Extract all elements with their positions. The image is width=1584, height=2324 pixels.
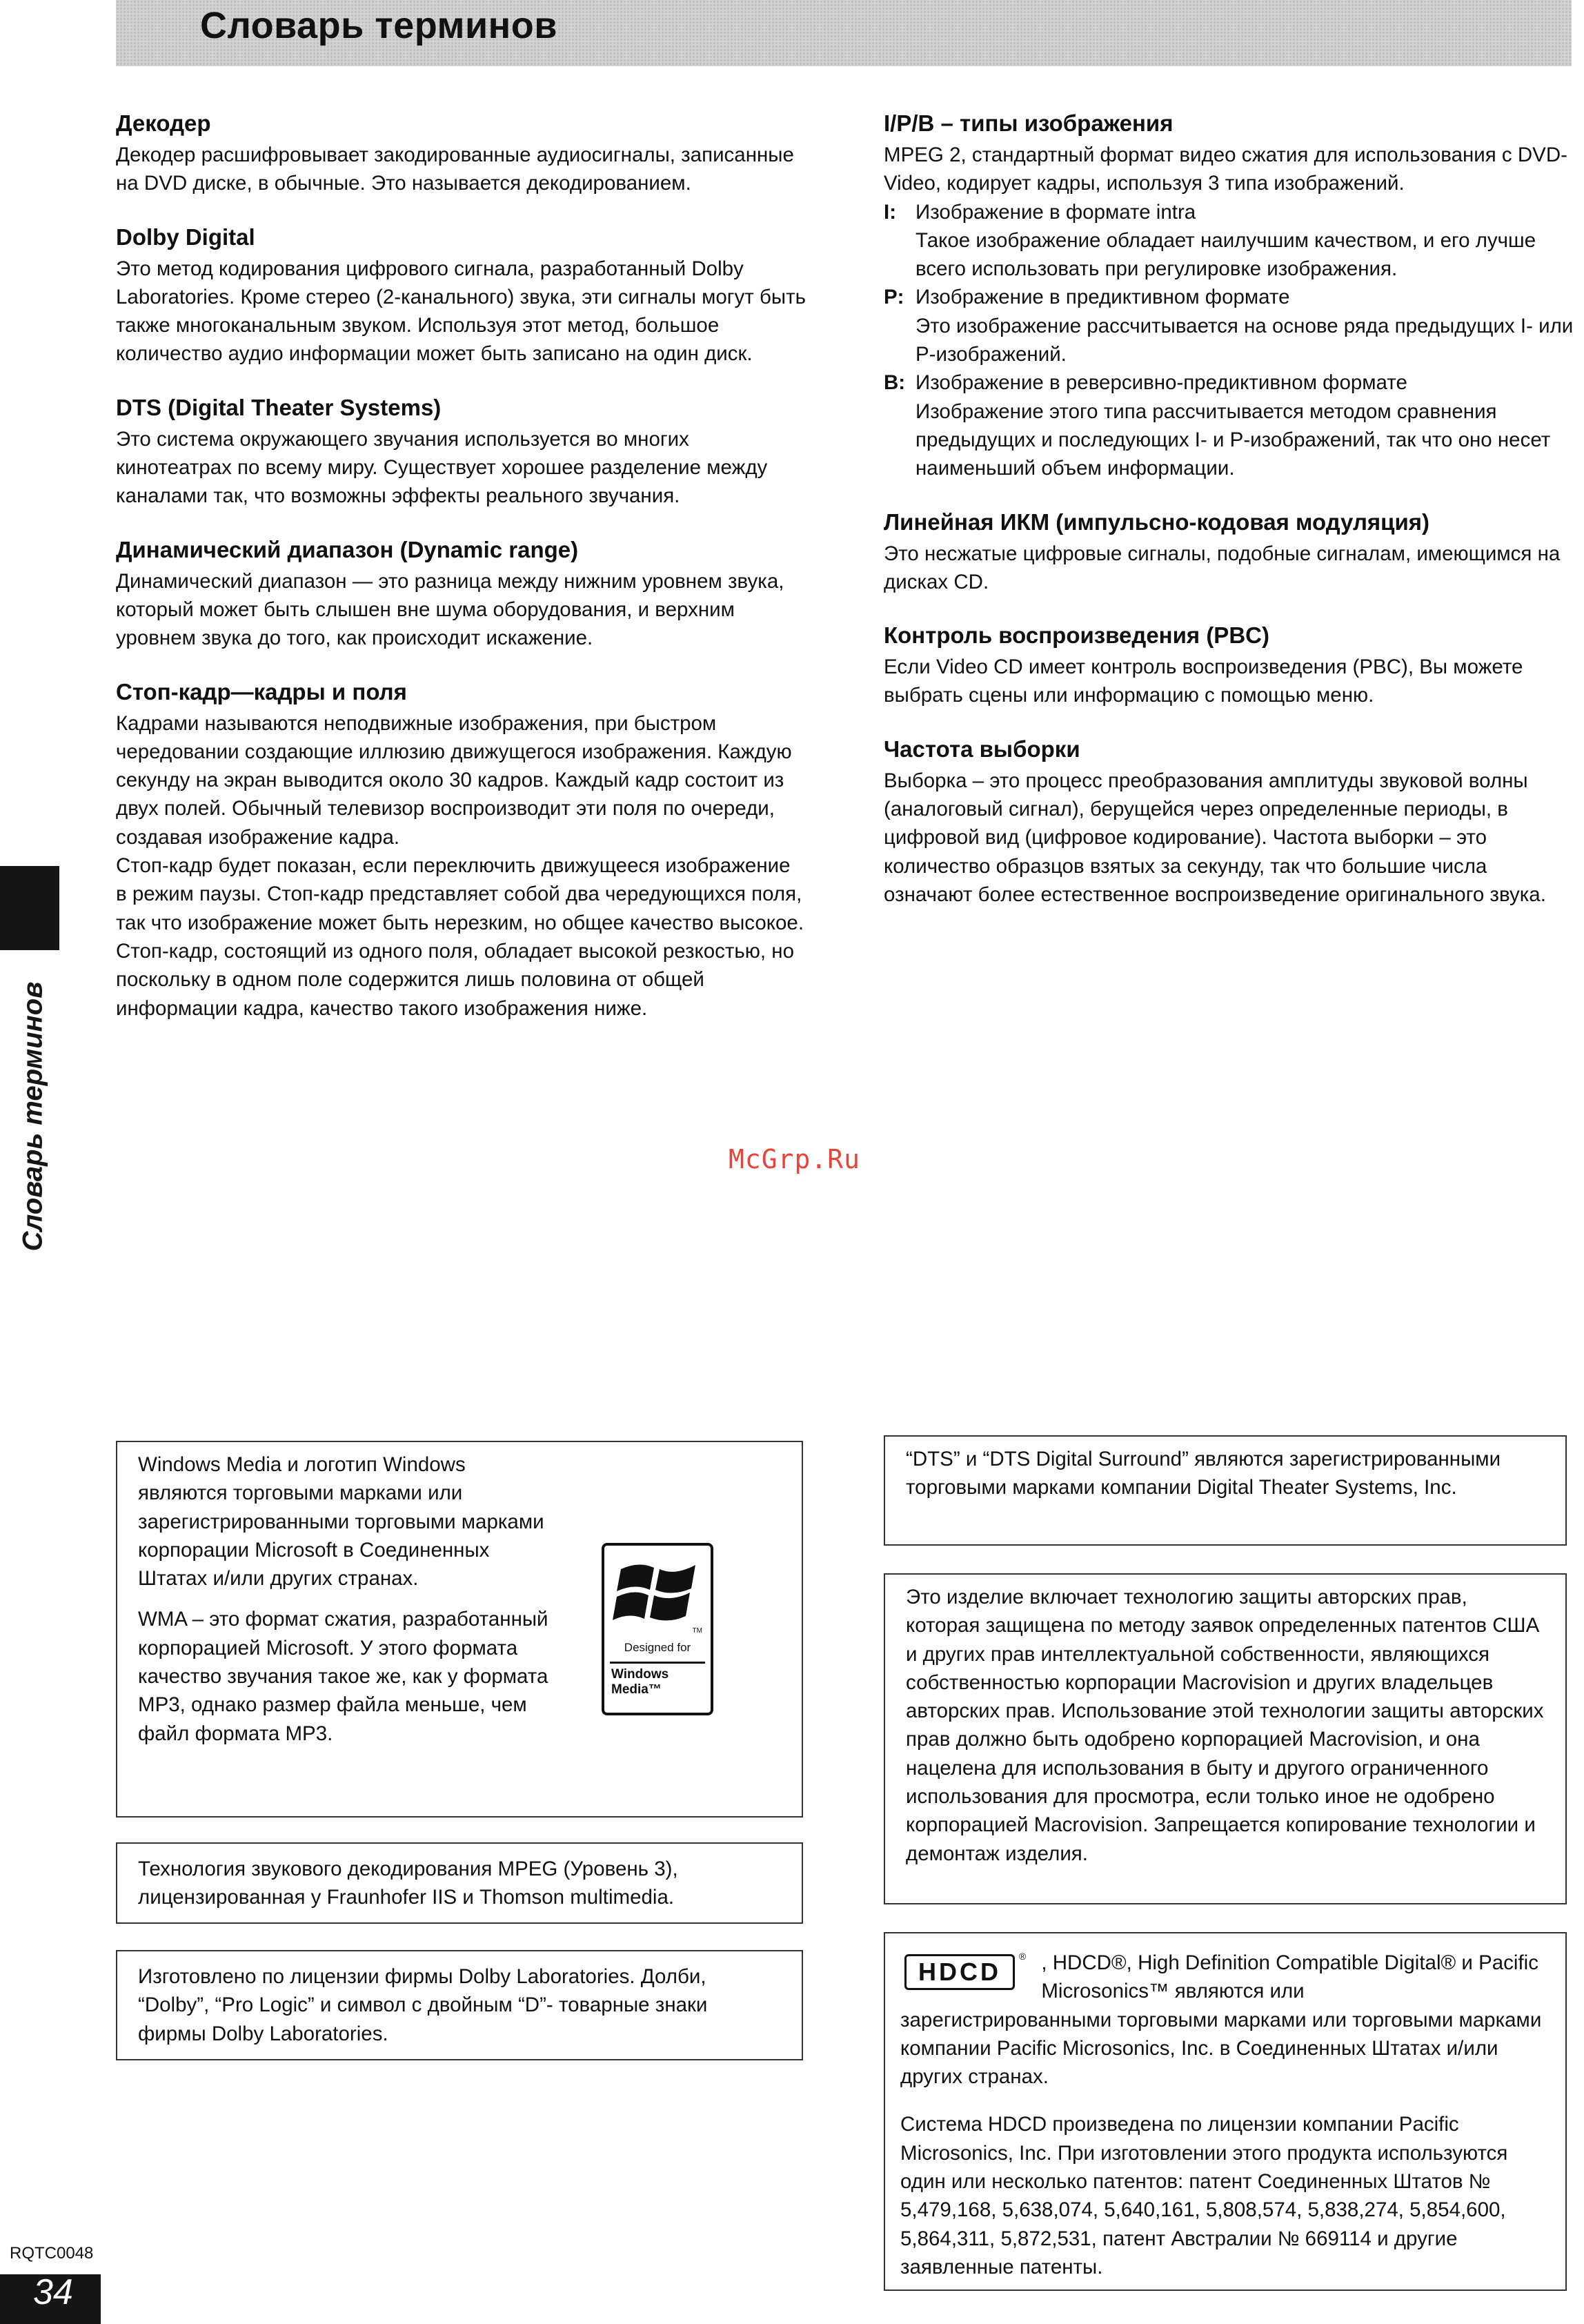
entry-title: Dolby Digital xyxy=(116,224,255,250)
entry-ipb xyxy=(884,109,1574,483)
left-column xyxy=(116,109,806,1047)
windows-media-logo xyxy=(602,1543,713,1715)
picture-type-list xyxy=(884,198,1574,483)
sidebar-section-label: Словарь терминов xyxy=(17,981,48,1252)
entry-text: Это система окружающего звучания используется во многих кинотеатрах по всему миру. Существует хорошее разделение между каналами так, что возможны эффекты реального звучания. xyxy=(116,427,768,508)
hdcd-notice xyxy=(884,1932,1567,2291)
logo-product-line: Windows xyxy=(611,1667,669,1682)
notice-text: WMA – это формат сжатия, разработанный корпорацией Microsoft. У этого формата качество звучания такое же, как у формата MP3, однако размер файла меньше, чем файл формата MP3. xyxy=(138,1608,548,1745)
entry-text: Стоп-кадр, состоящий из одного поля, обладает высокой резкостью, но поскольку в одном поле содержится лишь половина от общей информации кадра, качество такого изображения ниже. xyxy=(116,939,794,1020)
windows-flag-icon xyxy=(611,1555,704,1631)
entry-still-frame xyxy=(116,678,806,1023)
entry-dts xyxy=(116,393,806,511)
entry-text: MPEG 2, стандартный формат видео сжатия для использования с DVD-Video, кодирует кадры, используя 3 типа изображений. xyxy=(884,144,1567,195)
entry-title: I/P/B – типы изображения xyxy=(884,110,1174,136)
entry-lpcm xyxy=(884,508,1574,597)
item-letter: P: xyxy=(884,286,904,309)
dolby-license-notice xyxy=(116,1950,803,2060)
entry-text: Это несжатые цифровые сигналы, подобные сигналам, имеющимся на дисках CD. xyxy=(884,542,1561,593)
notice-text: Это изделие включает технологию защиты авторских прав, которая защищена по методу заявок определенных патентов США и других прав интеллектуальной собственности, являющихся собственностью корпорации Macrovision и других владельцев авторских прав. Использование этой технологии защиты авторских прав должно быть одобрено корпорацией Macrovision, и она нацелена для использования в быту и другого ограниченного использования для просмотра, если только иное не одобрено корпорацией Macrovision. Запрещается копирование технологии и демонтаж изделия. xyxy=(906,1586,1544,1865)
list-item xyxy=(884,283,1574,368)
entry-title: Стоп-кадр—кадры и поля xyxy=(116,678,407,705)
entry-text: Это метод кодирования цифрового сигнала, разработанный Dolby Laboratories. Кроме стерео (2-канального) звука, эти сигналы могут быть также многоканальным звуком. Используя этот метод, большое количество аудио информации может быть записано на один диск. xyxy=(116,257,806,366)
notice-text: Система HDCD произведена по лицензии компании Pacific Microsonics, Inc. При изготовлении этого продукта используются один или несколько патентов: патент Соединенных Штатов № 5,479,168, 5,638,074, 5,640,161, 5,808,574, 5,838,274, 5,854,600, 5,864,311, 5,872,531, патент Австралии № 669114 и другие заявленные патенты. xyxy=(900,2113,1508,2278)
notice-text: , HDCD®, High Definition Compatible Digital® и Pacific Microsonics™ являются или xyxy=(1041,1951,1538,2003)
mpeg-license-notice xyxy=(116,1842,803,1924)
page-number: 34 xyxy=(33,2272,73,2312)
item-desc: Изображение этого типа рассчитывается методом сравнения предыдущих и последующих I- и P-изображений, так что оно несет наименьший объем информации. xyxy=(915,400,1551,480)
item-name: Изображение в формате intra xyxy=(915,200,1196,224)
entry-text: Кадрами называются неподвижные изображения, при быстром чередовании создающие иллюзию движущегося изображения. Каждую секунду на экран выводится около 30 кадров. Каждый кадр состоит из двух полей. Обычный телевизор воспроизводит эти поля по очереди, создавая изображение кадра. xyxy=(116,711,792,849)
document-code: RQTC0048 xyxy=(10,2244,94,2263)
entry-text: Декодер расшифровывает закодированные аудиосигналы, записанные на DVD диске, в обычные. Это называется декодированием. xyxy=(116,144,794,195)
notice-text: зарегистрированными торговыми марками или торговыми марками компании Pacific Microsonics, Inc. в Соединенных Штатах и/или других странах. xyxy=(900,2008,1542,2089)
item-letter: B: xyxy=(884,371,906,395)
entry-title: Декодер xyxy=(116,110,211,136)
entry-title: Контроль воспроизведения (PBC) xyxy=(884,622,1269,649)
list-item xyxy=(884,368,1574,482)
notice-text: Windows Media и логотип Windows являются торговыми марками или зарегистрированными торговыми марками корпорации Microsoft в Соединенных Штатах и/или других странах. xyxy=(138,1453,544,1591)
notice-text: Технология звукового декодирования MPEG (Уровень 3), лицензированная у Fraunhofer IIS и Thomson multimedia. xyxy=(138,1858,678,1909)
windows-media-notice xyxy=(116,1441,803,1818)
entry-dynamic-range xyxy=(116,535,806,653)
dts-trademark-notice xyxy=(884,1435,1567,1546)
entry-text: Выборка – это процесс преобразования амплитуды звуковой волны (аналоговый сигнал), берущейся через определенные периоды, в цифровой вид (цифровое кодирование). Частота выборки – это количество образцов взятых за секунду, так что большие числа означают более естественное воспроизведение оригинального звука. xyxy=(884,769,1546,906)
item-name: Изображение в реверсивно-предиктивном формате xyxy=(915,371,1407,395)
logo-product-line: Media™ xyxy=(611,1682,662,1697)
page-title: Словарь терминов xyxy=(200,5,557,46)
logo-tm: TM xyxy=(692,1627,702,1635)
side-tab-marker xyxy=(0,866,59,950)
item-name: Изображение в предиктивном формате xyxy=(915,286,1290,309)
list-item xyxy=(884,198,1574,284)
notice-text: Изготовлено по лицензии фирмы Dolby Laboratories. Долби, “Dolby”, “Pro Logic” и символ с двойным “D”- товарные знаки фирмы Dolby Laboratories. xyxy=(138,1965,708,2045)
hdcd-registered-mark: ® xyxy=(1019,1951,1027,1962)
entry-text: Если Video CD имеет контроль воспроизведения (PBC), Вы можете выбрать сцены или информацию с помощью меню. xyxy=(884,656,1523,707)
item-letter: I: xyxy=(884,200,897,224)
right-column xyxy=(884,109,1574,934)
macrovision-notice xyxy=(884,1573,1567,1904)
entry-title: Частота выборки xyxy=(884,736,1080,762)
watermark: McGrp.Ru xyxy=(729,1144,861,1174)
notice-text: “DTS” и “DTS Digital Surround” являются зарегистрированными торговыми марками компании Digital Theater Systems, Inc. xyxy=(906,1448,1501,1499)
entry-text: Динамический диапазон — это разница между нижним уровнем звука, который может быть слышен вне шума оборудования, и верхним уровнем звука до того, как происходит искажение. xyxy=(116,569,784,650)
entry-title: Динамический диапазон (Dynamic range) xyxy=(116,536,579,562)
item-desc: Это изображение рассчитывается на основе ряда предыдущих I- или P-изображений. xyxy=(915,314,1574,366)
item-desc: Такое изображение обладает наилучшим качеством, и его лучше всего использовать при регулировке изображения. xyxy=(915,228,1536,281)
logo-designed-for: Designed for xyxy=(624,1641,691,1654)
entry-text: Стоп-кадр будет показан, если переключить движущееся изображение в режим паузы. Стоп-кадр представляет собой два чередующихся поля, так что изображение может быть нерезким, но общее качество высокое. xyxy=(116,854,804,934)
entry-sampling-frequency xyxy=(884,735,1574,909)
entry-pbc xyxy=(884,621,1574,710)
entry-decoder xyxy=(116,109,806,198)
entry-title: Линейная ИКМ (импульсно-кодовая модуляция) xyxy=(884,509,1430,535)
hdcd-logo: HDCD xyxy=(904,1954,1015,1990)
entry-title: DTS (Digital Theater Systems) xyxy=(116,394,442,420)
entry-dolby-digital xyxy=(116,223,806,368)
